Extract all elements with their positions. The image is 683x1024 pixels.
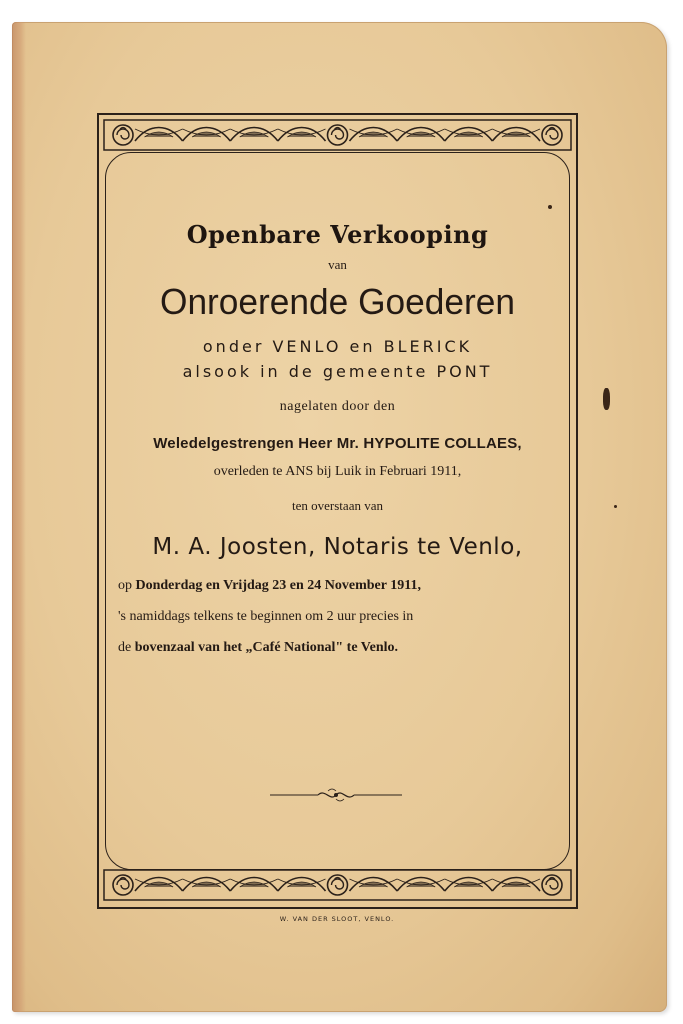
top-ornament-band (103, 119, 572, 151)
location-line-1: onder VENLO en BLERICK (202, 337, 473, 356)
ink-spot (548, 205, 552, 209)
sale-venue-line (118, 632, 558, 663)
sale-prefix: op (118, 578, 132, 593)
notary-name: M. A. Joosten, Notaris te Venlo, (152, 534, 523, 560)
location-line-2: alsook in de gemeente PONT (182, 362, 493, 381)
title-page-content (112, 210, 563, 663)
printer-imprint: W. VAN DER SLOOT, VENLO. (279, 915, 395, 923)
venue-prefix: de (118, 640, 132, 655)
ink-spot (614, 505, 617, 508)
document-subject: Onroerende Goederen (159, 281, 516, 322)
document-title: Openbare Verkooping (186, 220, 489, 249)
death-line: overleden te ANS bij Luik in Februari 1911, (213, 464, 462, 479)
sale-dates-line (118, 570, 558, 601)
spine-edge (12, 22, 26, 1012)
flourish-ornament (270, 785, 402, 805)
before-line: ten overstaan van (292, 498, 383, 513)
sale-time-line: 's namiddags telkens te beginnen om 2 uur precies in (118, 609, 414, 624)
van-word: van (328, 257, 347, 272)
deceased-name: Weledelgestrengen Heer Mr. HYPOLITE COLLAES, (153, 435, 522, 452)
left-by-line: nagelaten door den (279, 399, 396, 414)
sale-dates: Donderdag en Vrijdag 23 en 24 November 1911, (135, 578, 421, 593)
venue-name: bovenzaal van het „Café National" te Venlo. (134, 640, 398, 655)
ink-stain (603, 388, 610, 410)
bottom-ornament-band (103, 869, 572, 901)
sale-details (118, 570, 558, 663)
